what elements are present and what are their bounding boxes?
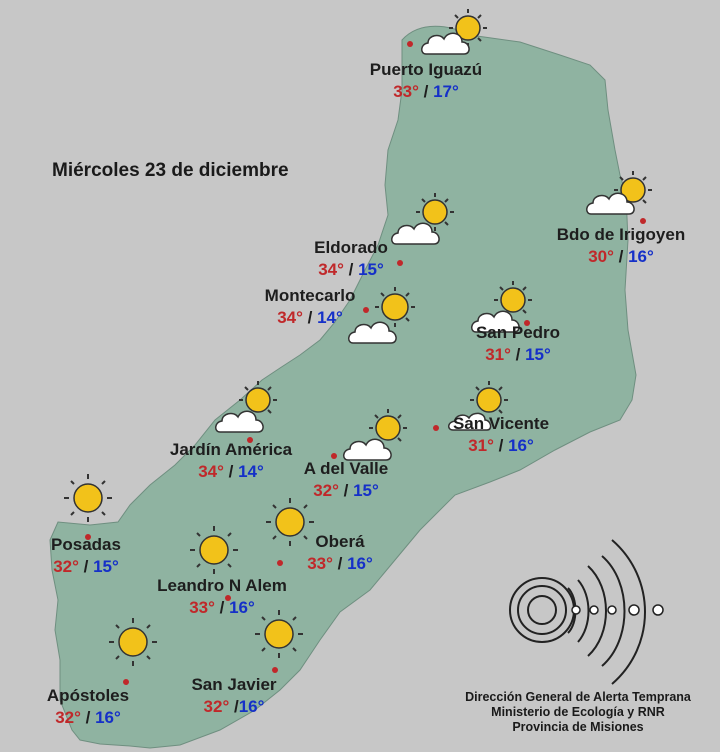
city-name: San Javier <box>191 675 277 694</box>
sun-icon <box>188 524 240 576</box>
credit-line-2: Ministerio de Ecología y RNR <box>491 705 665 719</box>
city-leandro-n-alem <box>144 576 300 618</box>
city-temps <box>32 557 140 577</box>
marker-san-javier <box>272 667 278 673</box>
temp-separator: / <box>493 436 509 455</box>
sun-icon <box>62 472 114 524</box>
min-temp: 15° <box>353 481 379 500</box>
city-bdo-de-irigoyen <box>540 225 702 267</box>
min-temp: 16° <box>347 554 373 573</box>
temp-separator: / <box>332 554 348 573</box>
sun-icon <box>375 287 415 327</box>
max-temp: 33° <box>307 554 333 573</box>
marker-obera <box>277 560 283 566</box>
cloud-icon <box>216 411 263 432</box>
city-name: Montecarlo <box>264 286 356 305</box>
temp-separator: / <box>229 697 239 716</box>
marker-apostoles <box>123 679 129 685</box>
sun-behind-cloud-icon <box>583 168 663 218</box>
min-temp: 16° <box>229 598 255 617</box>
city-name: Bdo de Irigoyen <box>556 225 686 244</box>
sun-behind-cloud-icon <box>212 380 292 435</box>
sun-behind-cloud-icon <box>340 408 420 463</box>
max-temp: 31° <box>468 436 494 455</box>
city-temps <box>356 82 496 102</box>
max-temp: 34° <box>318 260 344 279</box>
temp-separator: / <box>78 557 94 576</box>
temp-separator: / <box>338 481 354 500</box>
city-name: Apóstoles <box>46 686 130 705</box>
min-temp: 16° <box>508 436 534 455</box>
city-san-javier <box>180 675 288 717</box>
city-jardin-america <box>156 440 306 482</box>
sun-icon <box>494 281 532 313</box>
city-temps <box>156 462 306 482</box>
city-temps <box>440 436 562 456</box>
min-temp: 14° <box>238 462 264 481</box>
min-temp: 16° <box>95 708 121 727</box>
city-san-pedro <box>458 323 578 365</box>
max-temp: 33° <box>393 82 419 101</box>
marker-san-vicente <box>433 425 439 431</box>
credit-block <box>440 690 716 735</box>
max-temp: 33° <box>189 598 215 617</box>
sun-icon <box>369 409 407 441</box>
city-temps <box>288 481 404 501</box>
sun-behind-cloud-icon <box>418 8 498 58</box>
city-temps <box>144 598 300 618</box>
marker-irigoyen <box>640 218 646 224</box>
city-temps <box>292 554 388 574</box>
sun-icon <box>239 381 277 413</box>
credit-line-1: Dirección General de Alerta Temprana <box>465 690 691 704</box>
city-name: Leandro N Alem <box>157 576 287 595</box>
city-temps <box>180 697 288 717</box>
cloud-icon <box>344 439 391 460</box>
city-name: Puerto Iguazú <box>369 60 483 79</box>
city-eldorado <box>296 238 406 280</box>
city-obera <box>292 532 388 574</box>
min-temp: 16° <box>628 247 654 266</box>
marker-puerto-iguazu <box>407 41 413 47</box>
min-temp: 15° <box>525 345 551 364</box>
city-temps <box>540 247 702 267</box>
city-san-vicente <box>440 414 562 456</box>
city-apostoles <box>34 686 142 728</box>
temp-separator: / <box>613 247 629 266</box>
temp-separator: / <box>343 260 359 279</box>
city-temps <box>458 345 578 365</box>
temp-separator: / <box>214 598 230 617</box>
city-name: San Vicente <box>452 414 550 433</box>
sun-icon <box>470 381 508 413</box>
temp-separator: / <box>302 308 318 327</box>
city-posadas <box>32 535 140 577</box>
max-temp: 32° <box>313 481 339 500</box>
temp-separator: / <box>418 82 434 101</box>
max-temp: 34° <box>198 462 224 481</box>
city-puerto-iguazu <box>356 60 496 102</box>
max-temp: 32° <box>53 557 79 576</box>
min-temp: 17° <box>433 82 459 101</box>
max-temp: 32° <box>55 708 81 727</box>
signal-waves-icon <box>508 538 678 688</box>
max-temp: 34° <box>277 308 303 327</box>
city-name: Jardín América <box>169 440 293 459</box>
city-name: San Pedro <box>475 323 561 342</box>
sun-icon <box>107 616 159 668</box>
city-temps <box>296 260 406 280</box>
max-temp: 31° <box>485 345 511 364</box>
city-temps <box>34 708 142 728</box>
min-temp: 14° <box>317 308 343 327</box>
city-montecarlo <box>250 286 370 328</box>
city-name: A del Valle <box>303 459 389 478</box>
city-name: Oberá <box>315 532 365 551</box>
min-temp: 16° <box>238 697 265 716</box>
max-temp: 32° <box>203 697 230 716</box>
forecast-date: Miércoles 23 de diciembre <box>52 160 289 181</box>
temp-separator: / <box>223 462 239 481</box>
city-name: Eldorado <box>314 238 388 257</box>
min-temp: 15° <box>93 557 119 576</box>
temp-separator: / <box>510 345 526 364</box>
credit-line-3: Provincia de Misiones <box>512 720 644 734</box>
city-name: Posadas <box>51 535 121 554</box>
temp-separator: / <box>80 708 96 727</box>
city-a-del-valle <box>288 459 404 501</box>
max-temp: 30° <box>588 247 614 266</box>
min-temp: 15° <box>358 260 384 279</box>
city-temps <box>250 308 370 328</box>
